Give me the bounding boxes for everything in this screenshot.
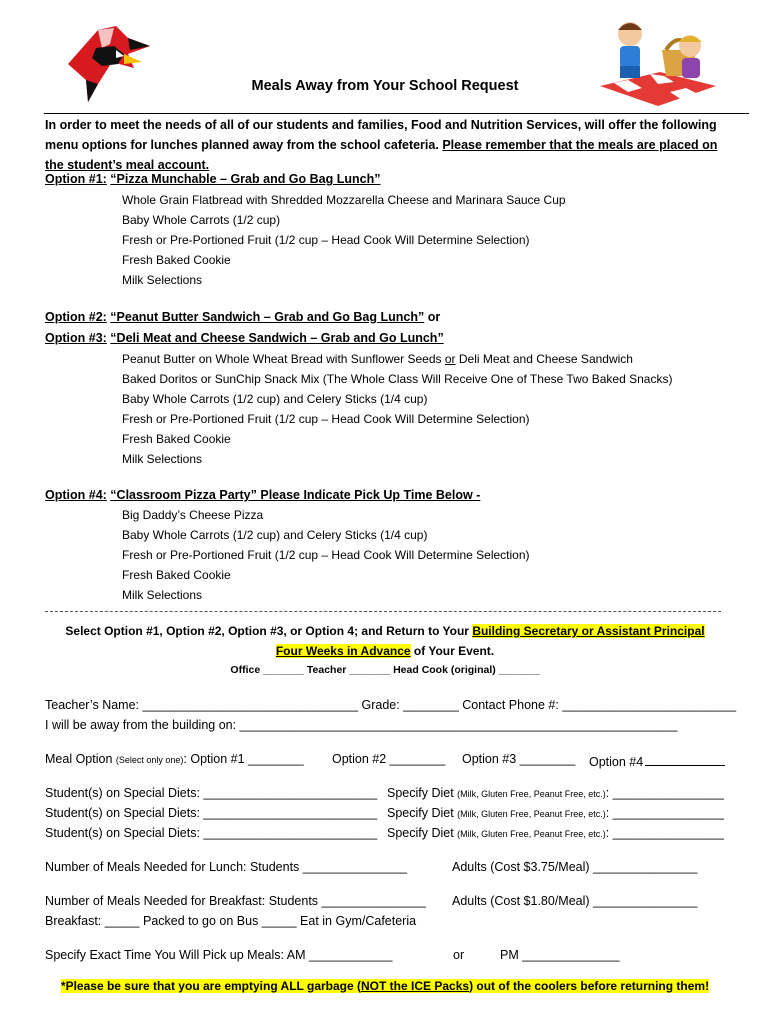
- teacher-info-field[interactable]: Teacher’s Name: _______________________________ Grade: ________ Contact Phone #: _________________________: [45, 698, 737, 712]
- special-diet-student-field[interactable]: Student(s) on Special Diets: _________________________: [45, 786, 378, 800]
- breakfast-students-field[interactable]: Number of Meals Needed for Breakfast: Students _______________: [45, 894, 426, 908]
- option-1-item: Fresh Baked Cookie: [122, 253, 231, 267]
- meal-option-4-label: Option #4: [589, 755, 644, 769]
- option-4-item: Fresh Baked Cookie: [122, 568, 231, 582]
- section-divider: [45, 611, 721, 612]
- garbage-notice-ice: NOT the ICE Packs: [361, 979, 470, 993]
- option-3-heading: [45, 331, 444, 345]
- specify-diet-hint: (Milk, Gluten Free, Peanut Free, etc.): [457, 789, 606, 799]
- option-1-item: Fresh or Pre-Portioned Fruit (1/2 cup – Head Cook Will Determine Selection): [122, 233, 530, 247]
- title-divider: [44, 113, 749, 114]
- option-2-or: or: [427, 310, 441, 324]
- intro-reminder: Please remember that the meals are placed on the student’s meal account.: [45, 138, 718, 172]
- special-diet-student-field[interactable]: Student(s) on Special Diets: _________________________: [45, 806, 378, 820]
- option-3-item: Baked Doritos or SunChip Snack Mix (The Whole Class Will Receive One of These Two Baked Snacks): [122, 372, 673, 386]
- garbage-notice: [0, 979, 770, 993]
- option-1-item: Whole Grain Flatbread with Shredded Mozzarella Cheese and Marinara Sauce Cup: [122, 193, 566, 207]
- intro-paragraph: [45, 115, 725, 175]
- option-3-item: Fresh or Pre-Portioned Fruit (1/2 cup – Head Cook Will Determine Selection): [122, 412, 530, 426]
- breakfast-adults-field[interactable]: Adults (Cost $1.80/Meal) _______________: [452, 894, 698, 908]
- specify-diet-blank: : ________________: [605, 806, 724, 820]
- specify-diet-hint: (Milk, Gluten Free, Peanut Free, etc.): [457, 829, 606, 839]
- deadline-tail: of Your Event.: [410, 644, 495, 658]
- meal-option-1: : Option #1 ________: [183, 752, 304, 766]
- meal-option-1-field[interactable]: [45, 752, 304, 766]
- sandwich-choice-or: or: [444, 352, 456, 366]
- option-2-heading: [45, 310, 440, 324]
- garbage-notice-post: ) out of the coolers before returning them!: [469, 979, 710, 993]
- deadline-line: [0, 644, 770, 658]
- pickup-am-field[interactable]: Specify Exact Time You Will Pick up Meals: AM ____________: [45, 948, 393, 962]
- option-4-label: Option #4:: [45, 488, 107, 502]
- special-diet-student-field[interactable]: Student(s) on Special Diets: _________________________: [45, 826, 378, 840]
- return-instructions: [0, 624, 770, 638]
- specify-diet-label: Specify Diet: [387, 826, 458, 840]
- option-4-item: Baby Whole Carrots (1/2 cup) and Celery Sticks (1/4 cup): [122, 528, 428, 542]
- option-1-name: “Pizza Munchable – Grab and Go Bag Lunch”: [110, 172, 381, 186]
- sandwich-choice-a: Peanut Butter on Whole Wheat Bread with Sunflower Seeds: [122, 352, 445, 366]
- option-3-label: Option #3:: [45, 331, 107, 345]
- option-3-item: Milk Selections: [122, 452, 203, 466]
- option-4-item: Milk Selections: [122, 588, 203, 602]
- option-3-name: “Deli Meat and Cheese Sandwich – Grab and Go Lunch”: [110, 331, 444, 345]
- pickup-or: or: [453, 948, 465, 962]
- meal-option-2-field[interactable]: Option #2 ________: [332, 752, 446, 766]
- intro-text: In order to meet the needs of all of our students and families, Food and Nutrition Services, will offer the following menu options for lunches planned away from the school cafeteria.: [45, 118, 717, 152]
- specify-diet-blank: : ________________: [605, 786, 724, 800]
- return-text: Select Option #1, Option #2, Option #3, or Option 4; and Return to Your: [65, 624, 473, 638]
- option-4-heading: [45, 488, 480, 502]
- option-1-item: Baby Whole Carrots (1/2 cup): [122, 213, 281, 227]
- specify-diet-field[interactable]: [387, 786, 724, 800]
- meal-option-4-field[interactable]: [589, 752, 725, 769]
- option-2-name: “Peanut Butter Sandwich – Grab and Go Bag Lunch”: [110, 310, 425, 324]
- page-title: Meals Away from Your School Request: [251, 78, 519, 94]
- specify-diet-blank: : ________________: [605, 826, 724, 840]
- option-1-item: Milk Selections: [122, 273, 203, 287]
- deadline-weeks: Four Weeks in Advance: [275, 644, 411, 658]
- specify-diet-field[interactable]: [387, 826, 724, 840]
- option-4-name: “Classroom Pizza Party” Please Indicate Pick Up Time Below -: [110, 488, 481, 502]
- specify-diet-label: Specify Diet: [387, 806, 458, 820]
- away-date-field[interactable]: I will be away from the building on: _______________________________________________________________: [45, 718, 678, 732]
- option-4-item: Fresh or Pre-Portioned Fruit (1/2 cup – Head Cook Will Determine Selection): [122, 548, 530, 562]
- pickup-pm-field[interactable]: PM ______________: [500, 948, 620, 962]
- breakfast-type-field[interactable]: Breakfast: _____ Packed to go on Bus _____ Eat in Gym/Cafeteria: [45, 914, 417, 928]
- specify-diet-field[interactable]: [387, 806, 724, 820]
- specify-diet-label: Specify Diet: [387, 786, 458, 800]
- option-3-item: Fresh Baked Cookie: [122, 432, 231, 446]
- lunch-adults-field[interactable]: Adults (Cost $3.75/Meal) _______________: [452, 860, 698, 874]
- option-4-item: Big Daddy’s Cheese Pizza: [122, 508, 264, 522]
- garbage-notice-pre: *Please be sure that you are emptying ALL garbage (: [60, 979, 362, 993]
- option-3-item: Baby Whole Carrots (1/2 cup) and Celery Sticks (1/4 cup): [122, 392, 428, 406]
- return-recipient: Building Secretary or Assistant Principal: [472, 624, 705, 638]
- lunch-students-field[interactable]: Number of Meals Needed for Lunch: Students _______________: [45, 860, 408, 874]
- option-1-label: Option #1:: [45, 172, 107, 186]
- option-1-heading: [45, 172, 380, 186]
- specify-diet-hint: (Milk, Gluten Free, Peanut Free, etc.): [457, 809, 606, 819]
- signoff-line: Office _______ Teacher _______ Head Cook (original) _______: [230, 664, 540, 676]
- meal-option-3-field[interactable]: Option #3 ________: [462, 752, 576, 766]
- meal-option-label: Meal Option: [45, 752, 116, 766]
- option-2-label: Option #2:: [45, 310, 107, 324]
- meal-option-hint: (Select only one): [115, 755, 184, 765]
- option-3-item: [122, 352, 633, 366]
- sandwich-choice-b: Deli Meat and Cheese Sandwich: [455, 352, 633, 366]
